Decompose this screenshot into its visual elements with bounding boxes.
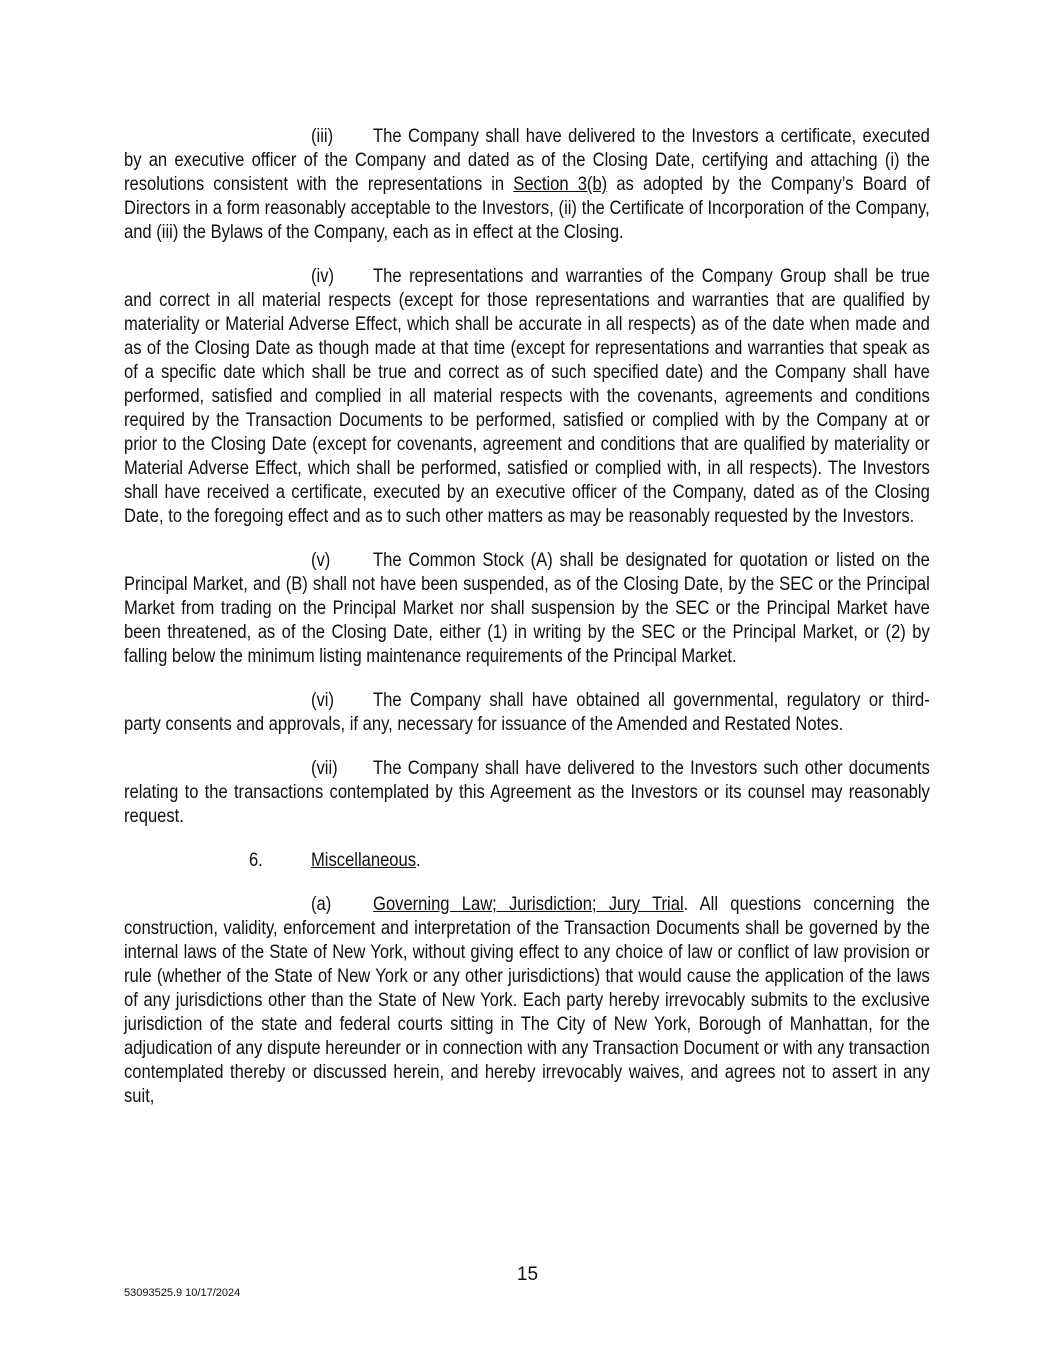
document-body [124,124,930,1128]
clause-text: The representations and warranties of the Company Group shall be true and correct in all material respects (except for those representations and warranties that are qualified by materiality or Material Adverse Effect, which shall be accurate in all respects) as of the date when made and as of the Closing Date as though made at that time (except for representations and warranties that speak as of a specific date which shall be true and correct as of such specified date) and the Company shall have performed, satisfied and complied in all material respects with the covenants, agreements and conditions required by the Transaction Documents to be performed, satisfied or complied with by the Company at or prior to the Closing Date (except for covenants, agreement and conditions that are qualified by materiality or Material Adverse Effect, which shall be performed, satisfied or complied with, in all respects). The Investors shall have received a certificate, executed by an executive officer of the Company, dated as of the Closing Date, to the foregoing effect and as to such other matters as may be reasonably requested by the Investors. [124,265,930,527]
clause-label: (vii) [311,757,338,779]
paragraph-v [124,548,930,668]
clause-text: The Company shall have delivered to the Investors a certificate, executed by an executive officer of the Company and dated as of the Closing Date, certifying and attaching (i) the resolutions consistent with the representations in [124,125,930,195]
section-title: Miscellaneous [311,849,417,871]
paragraph-iv [124,264,930,528]
paragraph-a [124,892,930,1108]
document-footer-id: 53093525.9 10/17/2024 [124,1287,241,1299]
clause-label: (iii) [311,125,334,147]
clause-text: as adopted by the Company’s Board of Directors in a form reasonably acceptable to the Investors, (ii) the Certificate of Incorporation of the Company, and (iii) the Bylaws of the Company, each as in effect at the Closing. [124,173,930,243]
clause-text: The Common Stock (A) shall be designated for quotation or listed on the Principal Market, and (B) shall not have been suspended, as of the Closing Date, by the SEC or the Principal Market from trading on the Principal Market nor shall suspension by the SEC or the Principal Market have been threatened, as of the Closing Date, either (1) in writing by the SEC or the Principal Market, or (2) by falling below the minimum listing maintenance requirements of the Principal Market. [124,549,930,667]
section-reference-link: Section 3(b) [513,173,608,195]
clause-label: (v) [311,549,331,571]
section-6-heading [124,848,930,872]
clause-title: Governing Law; Jurisdiction; Jury Trial [373,893,684,915]
clause-text: The Company shall have obtained all governmental, regulatory or third-party consents and approvals, if any, necessary for issuance of the Amended and Restated Notes. [124,689,930,735]
paragraph-iii [124,124,930,244]
section-number: 6. [248,849,263,871]
page-number: 15 [516,1264,539,1285]
clause-text: The Company shall have delivered to the Investors such other documents relating to the transactions contemplated by this Agreement as the Investors or its counsel may reasonably request. [124,757,930,827]
paragraph-vii [124,756,930,828]
clause-label: (vi) [311,689,335,711]
section-title-punctuation: . [416,849,421,871]
clause-text: . All questions concerning the construction, validity, enforcement and interpretation of the Transaction Documents shall be governed by the internal laws of the State of New York, without giving effect to any choice of law or conflict of law provision or rule (whether of the State of New York or any other jurisdictions) that would cause the application of the laws of any jurisdictions other than the State of New York. Each party hereby irrevocably submits to the exclusive jurisdiction of the state and federal courts sitting in The City of New York, Borough of Manhattan, for the adjudication of any dispute hereunder or in connection with any Transaction Document or with any transaction contemplated thereby or discussed herein, and hereby irrevocably waives, and agrees not to assert in any suit, [124,893,930,1107]
clause-label: (iv) [311,265,335,287]
clause-label: (a) [311,893,332,915]
paragraph-vi [124,688,930,736]
